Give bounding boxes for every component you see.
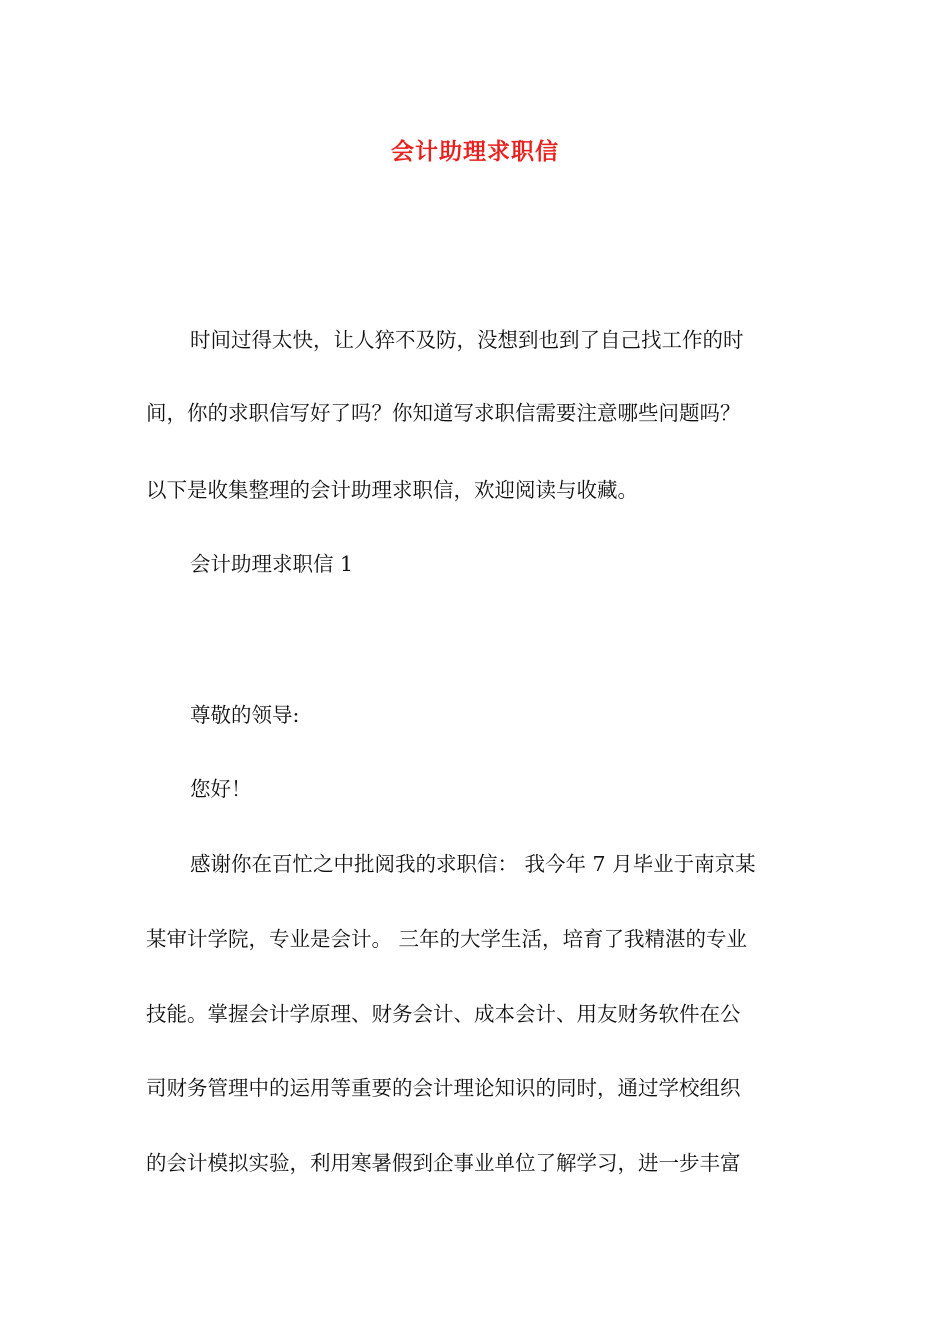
paragraph-line: 的会计模拟实验，利用寒暑假到企事业单位了解学习，进一步丰富 (146, 1151, 741, 1175)
section-heading: 会计助理求职信 1 (190, 552, 354, 576)
paragraph-line: 以下是收集整理的会计助理求职信，欢迎阅读与收藏。 (146, 478, 638, 502)
paragraph-line: 技能。掌握会计学原理、财务会计、成本会计、用友财务软件在公 (146, 1002, 741, 1026)
paragraph-line: 某审计学院，专业是会计。 三年的大学生活，培育了我精湛的专业 (146, 927, 748, 951)
salutation: 尊敬的领导: (190, 703, 300, 727)
paragraph-line: 时间过得太快，让人猝不及防，没想到也到了自己找工作的时 (190, 328, 744, 352)
document-title: 会计助理求职信 (391, 138, 559, 165)
greeting: 您好！ (190, 777, 252, 801)
paragraph-line: 间，你的求职信写好了吗？你知道写求职信需要注意哪些问题吗？ (146, 401, 741, 425)
paragraph-line: 司财务管理中的运用等重要的会计理论知识的同时，通过学校组织 (146, 1076, 741, 1100)
paragraph-line: 感谢你在百忙之中批阅我的求职信： 我今年 7 月毕业于南京某 (190, 852, 756, 876)
